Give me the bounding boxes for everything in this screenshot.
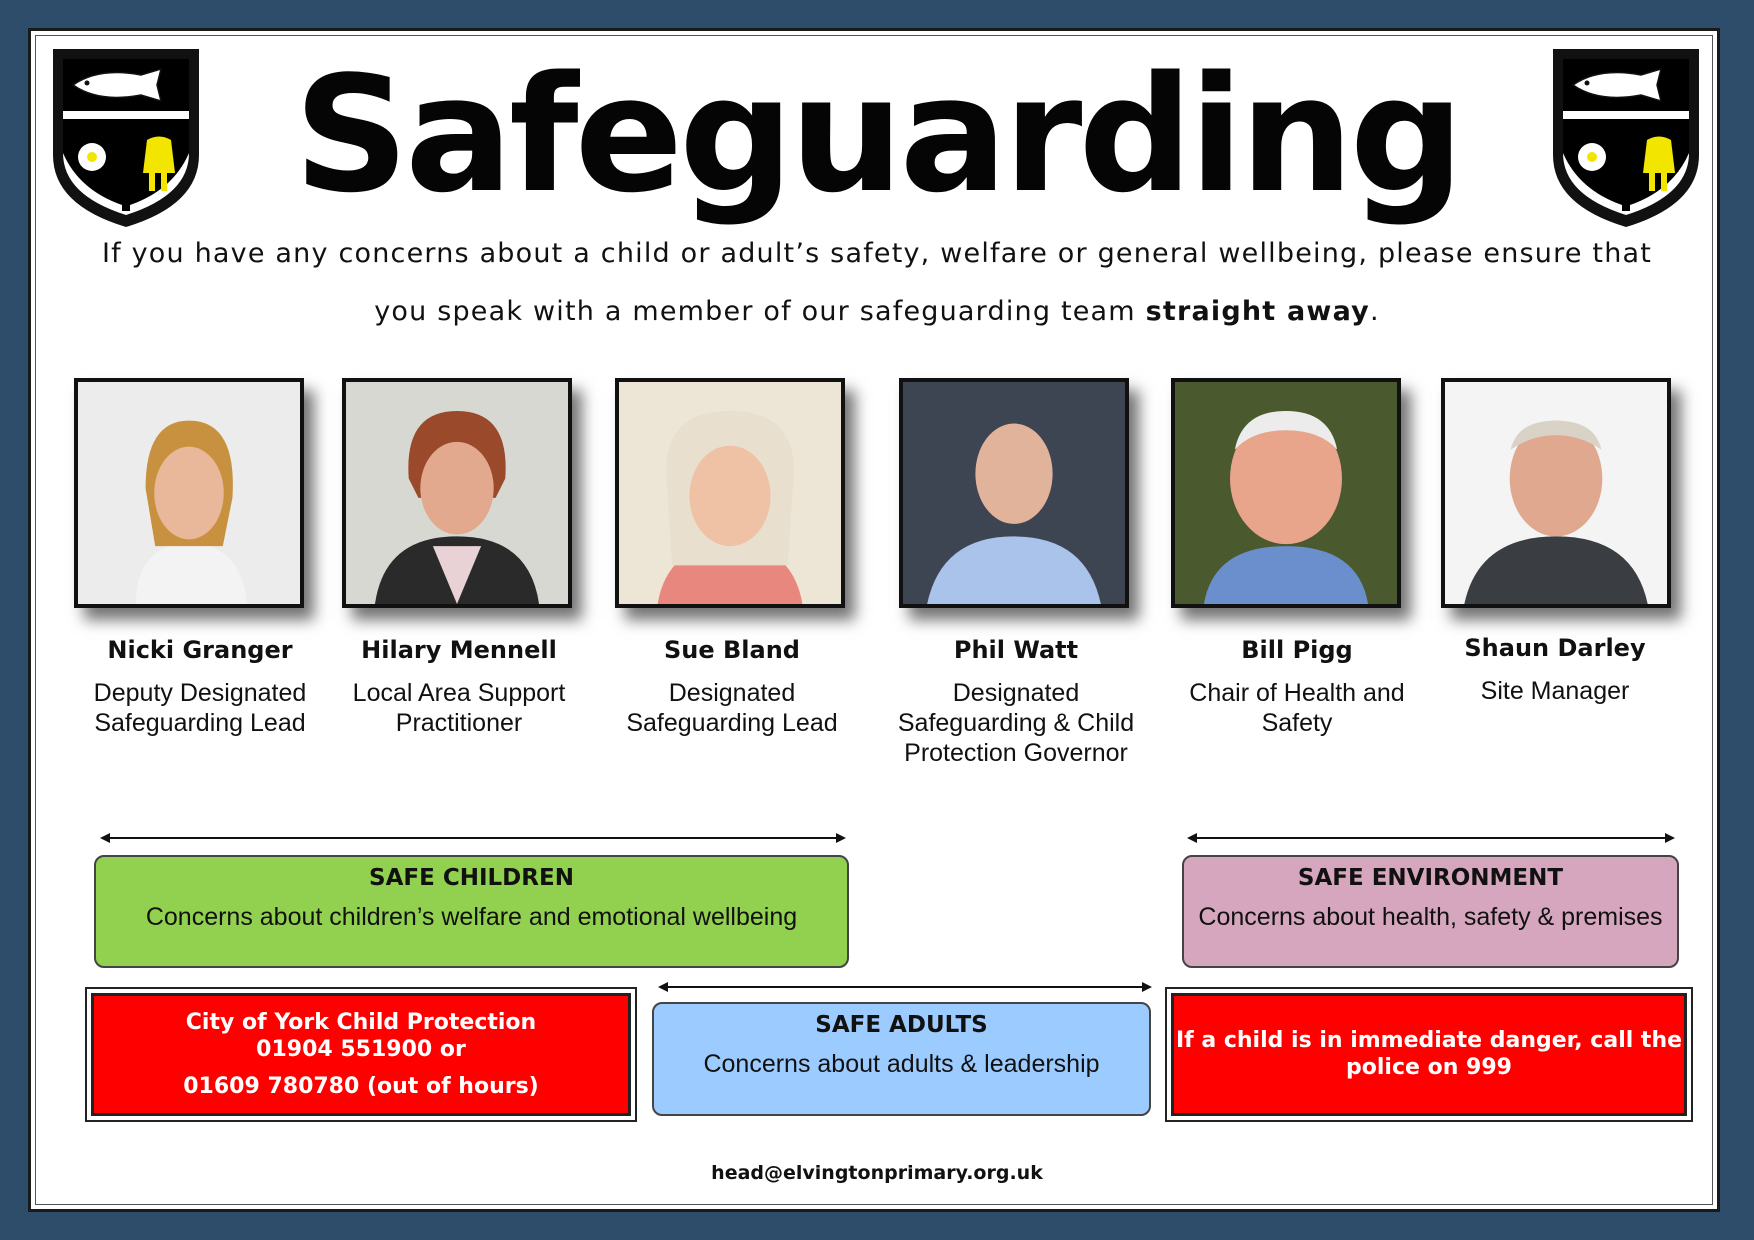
staff-photo — [74, 378, 304, 608]
staff-role-line: Safeguarding Lead — [94, 709, 306, 737]
staff-name: Bill Pigg — [1241, 636, 1353, 664]
staff-photo — [1441, 378, 1671, 608]
staff-role-line: Deputy Designated — [93, 679, 307, 707]
safe-children-text: Concerns about children’s welfare and emotional wellbeing — [145, 903, 798, 931]
staff-name: Sue Bland — [664, 636, 800, 664]
staff-role-line: Protection Governor — [904, 739, 1128, 767]
staff-name: Shaun Darley — [1464, 634, 1646, 662]
staff-photo — [899, 378, 1129, 608]
staff-photo — [615, 378, 845, 608]
intro-emphasis: straight away — [1145, 296, 1370, 327]
emergency-line: police on 999 — [1346, 1055, 1512, 1080]
child-protection-contact-box — [91, 993, 631, 1116]
emergency-line: If a child is in immediate danger, call the — [1175, 1028, 1683, 1053]
contact-email: head@elvingtonprimary.org.uk — [711, 1162, 1043, 1184]
staff-role-line: Practitioner — [395, 709, 523, 737]
staff-role-line: Safety — [1261, 709, 1333, 737]
double-arrow-icon — [100, 831, 846, 845]
staff-role-line: Safeguarding Lead — [626, 709, 838, 737]
safe-adults-box — [652, 1002, 1151, 1116]
double-arrow-icon — [1187, 831, 1675, 845]
safe-environment-text: Concerns about health, safety & premises — [1198, 903, 1663, 931]
safe-environment-heading: SAFE ENVIRONMENT — [1297, 865, 1564, 891]
staff-role-line: Designated — [952, 679, 1080, 707]
staff-role-line: Chair of Health and — [1189, 679, 1405, 707]
staff-role — [1425, 676, 1685, 706]
staff-photo — [1171, 378, 1401, 608]
intro-line-2 — [0, 296, 1754, 327]
staff-role — [602, 678, 862, 738]
intro-line-2-text: you speak with a member of our safeguarding team — [374, 296, 1146, 327]
emergency-notice-box — [1171, 993, 1687, 1116]
intro-line-2-end: . — [1369, 296, 1380, 327]
staff-photo — [342, 378, 572, 608]
staff-role-line: Designated — [668, 679, 796, 707]
contact-line: 01609 780780 (out of hours) — [183, 1074, 539, 1099]
staff-name: Phil Watt — [953, 636, 1079, 664]
page-title: Safeguarding — [293, 41, 1461, 228]
safe-environment-box — [1182, 855, 1679, 968]
contact-line: City of York Child Protection — [185, 1010, 537, 1035]
staff-role-line: Site Manager — [1480, 677, 1630, 705]
staff-role-line: Local Area Support — [352, 679, 566, 707]
safe-adults-text: Concerns about adults & leadership — [703, 1050, 1100, 1078]
staff-name: Nicki Granger — [107, 636, 293, 664]
intro-line-1: If you have any concerns about a child or adult’s safety, welfare or general wellbeing, please ensure that — [101, 238, 1653, 269]
safe-children-heading: SAFE CHILDREN — [369, 865, 574, 891]
staff-role-line: Safeguarding & Child — [897, 709, 1135, 737]
staff-role — [329, 678, 589, 738]
safe-children-box — [94, 855, 849, 968]
double-arrow-icon — [658, 980, 1152, 994]
staff-role — [1167, 678, 1427, 738]
staff-role — [886, 678, 1146, 768]
staff-name: Hilary Mennell — [361, 636, 557, 664]
safe-adults-heading: SAFE ADULTS — [815, 1012, 988, 1038]
contact-line: 01904 551900 or — [256, 1037, 466, 1062]
staff-role — [70, 678, 330, 738]
